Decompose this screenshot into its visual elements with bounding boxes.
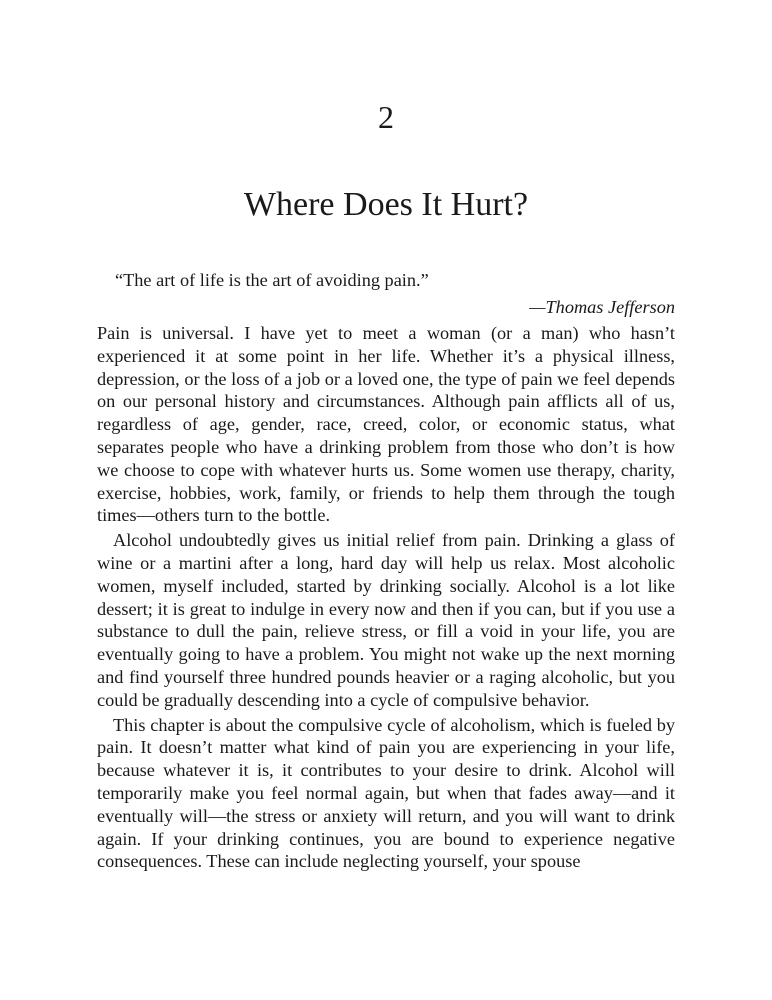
paragraph: This chapter is about the compulsive cycle of alcoholism, which is fueled by pain. It doesn’t matter what kind of pain you are experiencing in your life, because whatever it is, it contributes to your desire to drink. Alcohol will temporarily make you feel normal again, but when that fades away—and it eventually will—the stress or anxiety will return, and you will want to drink again. If your drinking continues, you are bound to experience negative consequences. These can include neglecting yourself, your spouse bbox=[97, 714, 675, 872]
paragraph: Alcohol undoubtedly gives us initial relief from pain. Drinking a glass of wine or a martini after a long, hard day will help us relax. Most alcoholic women, myself included, started by drinking socially. Alcohol is a lot like dessert; it is great to indulge in every now and then if you can, but if you use a substance to dull the pain, relieve stress, or fill a void in your life, you are eventually going to have a problem. You might not wake up the next morning and find yourself three hundred pounds heavier or a raging alcoholic, but you could be gradually descending into a cycle of compulsive behavior. bbox=[97, 530, 675, 710]
chapter-number: 2 bbox=[378, 99, 394, 135]
epigraph bbox=[97, 268, 675, 319]
epigraph-quote: “The art of life is the art of avoiding pain.” bbox=[115, 270, 429, 290]
chapter-title: Where Does It Hurt? bbox=[243, 186, 529, 223]
body-text bbox=[97, 322, 675, 875]
paragraph: Pain is universal. I have yet to meet a woman (or a man) who hasn’t experienced it at some point in her life. Whether it’s a physical illness, depression, or the loss of a job or a loved one, the type of pain we feel depends on our personal history and circumstances. Although pain afflicts all of us, regardless of age, gender, race, creed, color, or economic status, what separates people who have a drinking problem from those who don’t is how we choose to cope with whatever hurts us. Some women use therapy, charity, exercise, hobbies, work, family, or friends to help them through the tough times—others turn to the bottle. bbox=[97, 323, 675, 526]
epigraph-attribution: —Thomas Jefferson bbox=[529, 297, 675, 317]
